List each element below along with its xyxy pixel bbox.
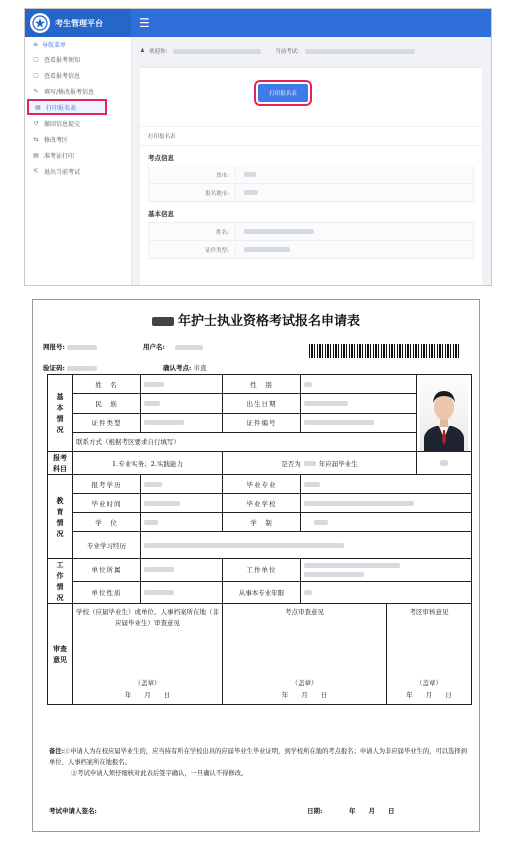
section-subject: 报考 科目 (48, 452, 73, 475)
sidebar-item-change-area[interactable]: ⇆ 修改考区 (33, 135, 69, 144)
brand (25, 9, 131, 37)
review-site: 考点审查意见 （盖章） 年 月 日 (223, 604, 387, 705)
label-major: 毕业专业 (223, 475, 301, 494)
label-degree-level: 报考学历 (73, 475, 141, 494)
detail-row: 证件类型: (148, 241, 474, 259)
section-basic: 基 本 情 况 (48, 375, 73, 452)
label-id-type: 证件类型 (73, 413, 141, 432)
exam-section-title: 考点信息 (148, 154, 174, 162)
label-grad-time: 毕业时间 (73, 494, 141, 513)
sidebar-item-edit[interactable]: ✎ 填写/修改报考信息 (33, 87, 95, 96)
sidebar-item-info[interactable]: ▢ 查看报考信息 (33, 71, 81, 80)
label-ethnic: 民 族 (73, 394, 141, 413)
welcome-bar: ♟ 欢迎你: 当前考试: (140, 43, 482, 59)
sidebar-item-admission-card[interactable]: ▤ 准考证打印 (33, 151, 75, 160)
sidebar-item-notice[interactable]: ▢ 查看报考须知 (33, 55, 81, 64)
signature-line: 考试申请人签名: 日期: 年 月 日 (49, 807, 395, 815)
redacted-exam (305, 49, 415, 54)
section-review: 审查 意见 (48, 604, 73, 705)
basic-section-title: 基本信息 (148, 210, 174, 218)
barcode (309, 344, 461, 358)
photo-cell (417, 375, 472, 452)
sidebar-item-withdraw[interactable]: ↺ 撤回信息提交 (33, 119, 81, 128)
top-bar (25, 9, 491, 37)
app-title: 考生管理平台 (55, 18, 103, 28)
detail-row: 姓名: (148, 222, 474, 241)
edit-icon: ✎ (33, 87, 39, 95)
net-no: 网报号: (43, 342, 97, 351)
detail-row: 省市: (148, 166, 474, 184)
print-form-button[interactable]: 打印报名表 (258, 84, 308, 102)
label-unit-belong: 单位所属 (73, 559, 141, 582)
hamburger-icon[interactable]: ☰ (139, 16, 150, 30)
application-form (32, 299, 480, 832)
main-content (132, 37, 491, 285)
form-title: 年护士执业资格考试报名申请表 (33, 310, 479, 329)
print-icon: ▤ (35, 103, 41, 111)
exit-icon: ⇱ (33, 167, 39, 175)
label-duration: 学 制 (223, 513, 301, 532)
exam-platform-window (24, 8, 492, 286)
label-degree: 学 位 (73, 513, 141, 532)
undo-icon: ↺ (33, 119, 39, 127)
sidebar-item-exit[interactable]: ⇱ 退出当前考试 (33, 167, 81, 176)
swap-icon: ⇆ (33, 135, 39, 143)
detail-title: 打印报名表 (140, 127, 482, 146)
label-school: 毕业学校 (223, 494, 301, 513)
card-icon: ▤ (33, 151, 39, 159)
redacted-year (152, 317, 174, 326)
section-education: 教 育 情 况 (48, 475, 73, 559)
label-birth: 出生日期 (223, 394, 301, 413)
detail-panel (140, 127, 482, 286)
confirm-site: 确认考点: 市直 (163, 364, 207, 372)
label-gender: 性 别 (223, 375, 301, 394)
action-panel (140, 67, 482, 126)
label-contact: 联系方式（根据考区要求自行填写） (73, 432, 417, 451)
section-work: 工 作 情 况 (48, 559, 73, 604)
username: 用户名: (143, 342, 203, 351)
label-id-no: 证件编号 (223, 413, 301, 432)
label-years: 从事本专业年限 (223, 581, 301, 604)
label-study-exp: 专业学习经历 (73, 532, 141, 559)
applicant-photo (420, 375, 468, 451)
logo-icon (30, 13, 50, 33)
doc-icon: ▢ (33, 55, 39, 63)
form-notes: 备注:①申请人为在校应届毕业生的，应当持有所在学校出具的应届毕业生毕业证明，到学校所在地的考点报名；申请人为非应届毕业生的，可以选择到单位、人事档案所在地报名。 ②考试申请人须仔细核对此表后签字确认，一旦确认不得修改。 (49, 748, 467, 777)
verify-code: 验证码: (43, 363, 97, 372)
sidebar (25, 37, 132, 285)
subjects: 1.专业实务；2.实践能力 (73, 452, 223, 475)
redacted-user (173, 49, 261, 54)
user-icon: ♟ (140, 48, 145, 54)
detail-row: 报名地市: (148, 184, 474, 202)
label-work-unit: 工作单位 (223, 559, 301, 582)
form-table (47, 374, 472, 705)
doc-icon: ▢ (33, 71, 39, 79)
label-unit-nature: 单位性质 (73, 581, 141, 604)
label-name: 姓 名 (73, 375, 141, 394)
graduate-question: 是否为 年应届毕业生 (223, 452, 417, 475)
nav-header: ≡ 导航菜单 (33, 40, 67, 49)
review-area: 考区审核意见 （盖章） 年 月 日 (387, 604, 472, 705)
sidebar-item-print-form[interactable]: ▤ 打印报名表 (27, 99, 107, 115)
review-school: 学校（应届毕业生）或单位、人事档案所在地（非应届毕业生）审查意见 （盖章） 年 月 日 (73, 604, 223, 705)
